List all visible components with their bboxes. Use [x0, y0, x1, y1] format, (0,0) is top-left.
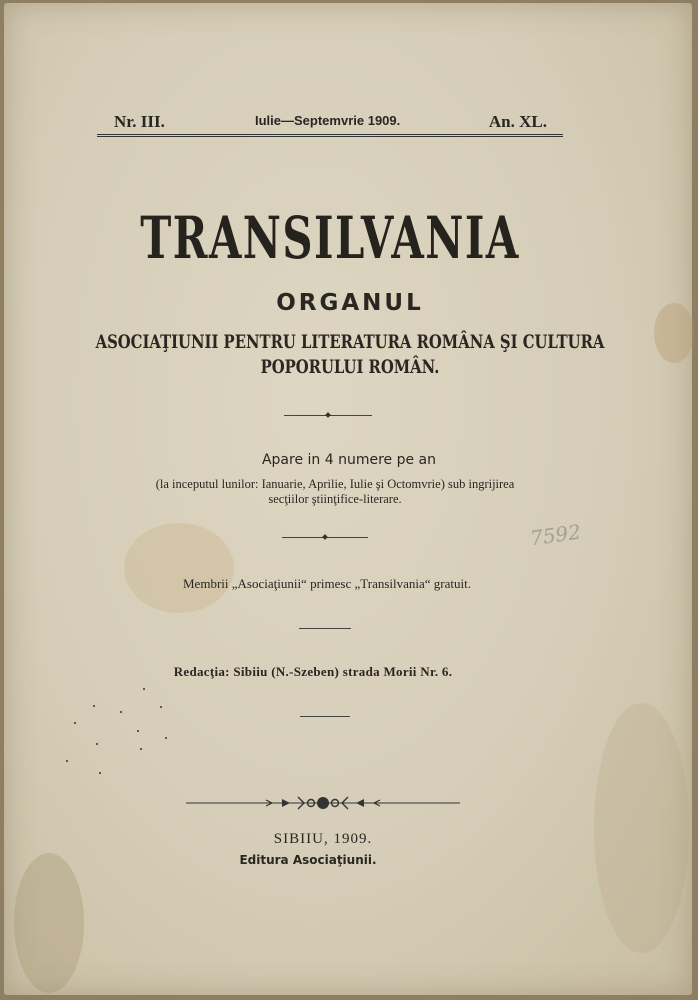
ink-speck	[137, 730, 139, 732]
schedule-text-line-1: (la inceputul lunilor: Ianuarie, Aprilie, Iulie şi Octomvrie) sub ingrijirea	[155, 477, 515, 491]
divider-line	[300, 716, 350, 717]
members-note: Membrii „Asociaţiunii“ primesc „Transilvania“ gratuit.	[183, 576, 471, 591]
ink-speck	[66, 760, 68, 762]
ink-speck	[99, 772, 101, 774]
schedule-text-line-2: secţiilor ştiinţifice-literare.	[268, 492, 402, 506]
divider-line	[299, 628, 351, 629]
handwritten-catalog-number: 7592	[528, 519, 583, 551]
journal-title: TRANSILVANIA	[140, 204, 520, 272]
ink-speck	[165, 737, 167, 739]
issue-date: Iulie—Septemvrie 1909.	[255, 113, 401, 128]
ornament-divider	[284, 415, 372, 416]
decorative-flourish-icon	[186, 793, 460, 813]
imprint-city: SIBIIU, 1909.	[273, 831, 373, 847]
association-line-2: POPORULUI ROMÂN.	[260, 356, 440, 378]
volume-year: An. XL.	[488, 112, 547, 131]
ink-speck	[160, 706, 162, 708]
paper-stain	[594, 703, 689, 953]
ink-speck	[93, 705, 95, 707]
ink-speck	[140, 748, 142, 750]
ink-speck	[96, 743, 98, 745]
ink-speck	[120, 711, 122, 713]
ink-speck	[74, 722, 76, 724]
association-line-1: ASOCIAŢIUNII PENTRU LITERATURA ROMÂNA ŞI CULTURA	[95, 331, 605, 353]
issue-header	[97, 108, 563, 137]
imprint-publisher: Editura Asociaţiunii.	[239, 853, 377, 867]
editorial-address: Redacţia: Sibiiu (N.-Szeben) strada Morii Nr. 6.	[173, 664, 453, 679]
ink-speck	[143, 688, 145, 690]
issue-number: Nr. III.	[114, 112, 165, 131]
ornament-divider	[282, 537, 368, 538]
paper-stain	[14, 853, 84, 993]
organ-label: ORGANUL	[276, 290, 424, 316]
frequency-text: Apare in 4 numere pe an	[261, 452, 437, 468]
paper-stain	[124, 523, 234, 613]
